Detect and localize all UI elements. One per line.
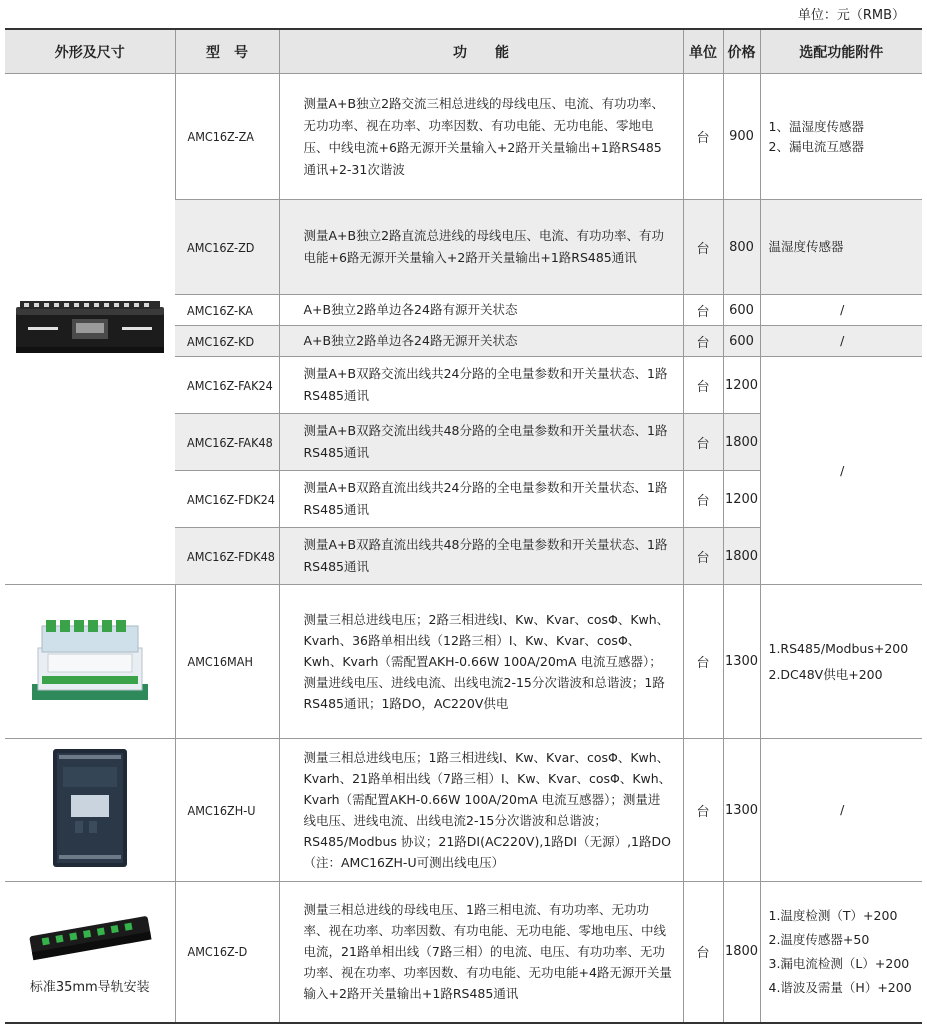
price-cell: 900 [723, 74, 760, 200]
accessories-cell-shared: / [760, 357, 922, 585]
accessory-item: 2、漏电流互感器 [768, 138, 864, 154]
accessory-item: 1、温湿度传感器 [768, 118, 864, 134]
unit-cell: 台 [683, 326, 723, 357]
table-row [5, 74, 922, 200]
accessories-cell [760, 295, 922, 326]
rail-caption: 标准35mm导轨安装 [29, 980, 150, 996]
unit-cell: 台 [683, 585, 723, 739]
header-model: 型 号 [175, 29, 279, 74]
accessory-item: 1.RS485/Modbus+200 [768, 640, 909, 656]
amc16z-device-icon [14, 297, 166, 357]
price-cell: 1200 [723, 471, 760, 528]
amc16zh-u-device-icon [49, 747, 131, 869]
unit-cell: 台 [683, 357, 723, 414]
accessories-cell [760, 739, 922, 882]
model-cell: AMC16Z-KA [175, 295, 279, 326]
accessories-cell [760, 74, 922, 200]
unit-cell: 台 [683, 471, 723, 528]
price-cell: 1300 [723, 585, 760, 739]
device-image-amc16z-d [5, 882, 175, 1023]
header-price: 价格 [723, 29, 760, 74]
unit-cell: 台 [683, 200, 723, 295]
amc16z-d-rail-device-icon [26, 908, 154, 964]
function-cell: 测量A+B双路交流出线共24分路的全电量参数和开关量状态、1路RS485通讯 [279, 357, 683, 414]
accessory-item: / [840, 302, 845, 317]
table-header-row [5, 29, 922, 74]
price-cell: 1800 [723, 528, 760, 585]
price-cell: 1300 [723, 739, 760, 882]
function-cell: A+B独立2路单边各24路有源开关状态 [279, 295, 683, 326]
header-appearance: 外形及尺寸 [5, 29, 175, 74]
model-cell: AMC16Z-FAK24 [175, 357, 279, 414]
accessory-item: 2.DC48V供电+200 [768, 666, 883, 682]
price-cell: 800 [723, 200, 760, 295]
accessories-cell [760, 200, 922, 295]
function-cell: A+B独立2路单边各24路无源开关状态 [279, 326, 683, 357]
model-cell: AMC16MAH [175, 585, 279, 739]
table-row [5, 882, 922, 1023]
accessories-cell [760, 326, 922, 357]
accessory-item: 温湿度传感器 [768, 239, 844, 254]
accessories-cell [760, 882, 922, 1023]
price-cell: 600 [723, 326, 760, 357]
model-cell: AMC16Z-D [175, 882, 279, 1023]
function-cell: 测量三相总进线电压；2路三相进线I、Kw、Kvar、cosΦ、Kwh、Kvarh、36路单相出线（12路三相）I、Kw、Kvar、cosΦ、Kwh、Kvarh（需配置AKH-0.66W 100A/20mA 电流互感器）；测量进线电压、进线电流、出线电流2-15分次谐波和总谐波；1路RS485通讯；1路DO，AC220V供电 [279, 585, 683, 739]
model-cell: AMC16Z-ZD [175, 200, 279, 295]
price-cell: 1800 [723, 414, 760, 471]
function-cell: 测量A+B独立2路交流三相总进线的母线电压、电流、有功功率、无功功率、视在功率、功率因数、有功电能、无功电能、零地电压、中线电流+6路无源开关量输入+2路开关量输出+1路RS485通讯+2-31次谐波 [279, 74, 683, 200]
table-row [5, 585, 922, 739]
device-image-amc16zh-u [5, 739, 175, 882]
model-cell: AMC16Z-FDK48 [175, 528, 279, 585]
table-row [5, 739, 922, 882]
unit-cell: 台 [683, 414, 723, 471]
device-image-amc16mah [5, 585, 175, 739]
function-cell: 测量A+B双路直流出线共24分路的全电量参数和开关量状态、1路RS485通讯 [279, 471, 683, 528]
model-cell: AMC16ZH-U [175, 739, 279, 882]
function-cell: 测量三相总进线的母线电压、1路三相电流、有功功率、无功功率、视在功率、功率因数、有功电能、无功电能、零地电压、中线电流，21路单相出线（7路三相）的电流、电压、有功功率、无功功率、视在功率、功率因数、有功电能、无功电能+4路无源开关量输入+2路开关量输出+1路RS485通讯 [279, 882, 683, 1023]
header-unit: 单位 [683, 29, 723, 74]
accessory-item: 4.谐波及需量（H）+200 [768, 979, 912, 995]
price-table [5, 28, 922, 1024]
model-cell: AMC16Z-FDK24 [175, 471, 279, 528]
header-accessories: 选配功能附件 [760, 29, 922, 74]
function-cell: 测量A+B双路直流出线共48分路的全电量参数和开关量状态、1路RS485通讯 [279, 528, 683, 585]
accessories-cell [760, 585, 922, 739]
model-cell: AMC16Z-ZA [175, 74, 279, 200]
model-cell: AMC16Z-KD [175, 326, 279, 357]
function-cell: 测量A+B独立2路直流总进线的母线电压、电流、有功功率、有功电能+6路无源开关量输入+2路开关量输出+1路RS485通讯 [279, 200, 683, 295]
accessory-item: 1.温度检测（T）+200 [768, 907, 898, 923]
device-image-amc16z [5, 74, 175, 585]
amc16mah-device-icon [28, 614, 152, 706]
unit-cell: 台 [683, 739, 723, 882]
price-cell: 1800 [723, 882, 760, 1023]
accessory-item: 3.漏电流检测（L）+200 [768, 955, 910, 971]
header-function: 功 能 [279, 29, 683, 74]
unit-cell: 台 [683, 882, 723, 1023]
function-cell: 测量A+B双路交流出线共48分路的全电量参数和开关量状态、1路RS485通讯 [279, 414, 683, 471]
unit-cell: 台 [683, 295, 723, 326]
function-cell: 测量三相总进线电压；1路三相进线I、Kw、Kvar、cosΦ、Kwh、Kvarh、21路单相出线（7路三相）I、Kw、Kvar、cosΦ、Kwh、Kvarh（需配置AKH-0.66W 100A/20mA 电流互感器）；测量进线电压、进线电流、出线电流2-15分次谐波和总谐波；RS485/Modbus 协议；21路DI(AC220V),1路DI（无源）,1路DO（注：AMC16ZH-U可测出线电压） [279, 739, 683, 882]
accessory-item: / [840, 333, 845, 348]
unit-cell: 台 [683, 528, 723, 585]
unit-cell: 台 [683, 74, 723, 200]
model-cell: AMC16Z-FAK48 [175, 414, 279, 471]
unit-note: 单位：元（RMB） [797, 8, 905, 23]
price-cell: 1200 [723, 357, 760, 414]
accessory-item: 2.温度传感器+50 [768, 931, 870, 947]
accessory-item: / [840, 802, 845, 817]
price-cell: 600 [723, 295, 760, 326]
